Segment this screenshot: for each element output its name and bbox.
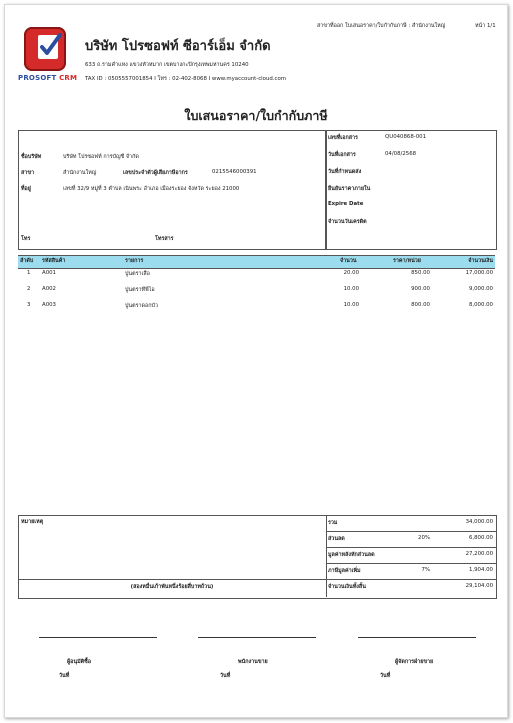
row-no: 2 [27, 286, 31, 292]
customer-name: บริษัท โปรซอฟท์ การบัญชี จำกัด [63, 154, 139, 160]
grand-total-value: 29,104.00 [465, 583, 493, 589]
sales-manager-date-label: วันที่ [380, 673, 391, 679]
customer-taxid: 0215546000391 [212, 169, 257, 175]
company-logo [18, 27, 80, 85]
doc-date-label: วันที่เอกสาร [328, 152, 356, 158]
discount-label: ส่วนลด [328, 536, 345, 542]
logo-badge [24, 27, 66, 71]
doc-date: 04/08/2568 [385, 151, 417, 157]
col-header-price: ราคา/หน่วย [393, 258, 421, 264]
row-no: 1 [27, 270, 31, 276]
customer-address: เลขที่ 32/9 หมู่ที่ 3 ตำบล เนินพระ อำเภอ เมืองระยอง จังหวัด ระยอง 21000 [63, 186, 240, 192]
grand-total-label: จำนวนเงินทั้งสิ้น [328, 584, 366, 590]
amount-in-words: (สองหมื่นเก้าพันหนึ่งร้อยสี่บาทถ้วน) [130, 584, 214, 590]
summary-line [326, 563, 496, 564]
doc-number-label: เลขที่เอกสาร [328, 135, 358, 141]
confirm-price-label: ยืนยันราคาภายใน [328, 186, 371, 192]
after-discount-value: 27,200.00 [465, 551, 493, 557]
document-page [4, 4, 508, 718]
row-code: A002 [42, 286, 56, 292]
vat-percent: 7% [421, 567, 430, 573]
approver-date-label: วันที่ [59, 673, 70, 679]
discount-value: 6,800.00 [468, 535, 493, 541]
customer-phone-label: โทร [21, 236, 31, 242]
checkmark-icon [38, 33, 62, 63]
customer-name-label: ชื่อบริษัท [21, 154, 42, 160]
summary-line [326, 547, 496, 548]
row-amount: 17,000.00 [465, 270, 493, 276]
row-price: 800.00 [411, 302, 430, 308]
row-price: 900.00 [411, 286, 430, 292]
logo-wordmark: PROSOFT CRM [18, 74, 78, 82]
branch-note: สาขาที่ออก ใบเสนอราคา/ใบกำกับภาษี : สำนักงานใหญ่ [317, 23, 446, 29]
row-desc: ปูนตราเสือ [125, 271, 150, 277]
customer-branch-label: สาขา [21, 170, 35, 176]
col-header-code: รหัสสินค้า [42, 258, 66, 264]
vat-value: 1,904.00 [468, 567, 493, 573]
table-header [18, 255, 495, 269]
row-price: 850.00 [411, 270, 430, 276]
customer-branch: สำนักงานใหญ่ [63, 170, 97, 176]
col-header-qty: จำนวน [340, 258, 357, 264]
company-address: 633 ถ.รามคำแหง แขวงหัวหมาก เขตบางกะปิกรุงเทพมหานคร 10240 [85, 62, 249, 68]
after-discount-label: มูลค่าหลังหักส่วนลด [328, 552, 375, 558]
signature-line [198, 637, 316, 638]
summary-line [326, 531, 496, 532]
delivery-date-label: วันที่กำหนดส่ง [328, 169, 362, 175]
row-desc: ปูนตราทีพีไอ [125, 287, 155, 293]
customer-address-label: ที่อยู่ [21, 186, 31, 192]
row-qty: 10.00 [343, 286, 359, 292]
discount-percent: 20% [418, 535, 430, 541]
total-label: รวม [328, 520, 338, 526]
row-qty: 20.00 [343, 270, 359, 276]
total-value: 34,000.00 [465, 519, 493, 525]
row-no: 3 [27, 302, 31, 308]
company-contact: TAX ID : 0505557001854 I โทร : 02-402-8068 I www.myaccount-cloud.com [85, 76, 287, 82]
col-header-desc: รายการ [125, 258, 144, 264]
company-name: บริษัท โปรซอฟท์ ซีอาร์เอ็ม จำกัด [85, 39, 271, 54]
summary-divider [326, 515, 327, 597]
customer-taxid-label: เลขประจำตัวผู้เสียภาษีอากร [123, 170, 188, 176]
expire-date-label: Expire Date [328, 201, 364, 207]
signature-line [358, 637, 476, 638]
document-title: ใบเสนอราคา/ใบกำกับภาษี [184, 108, 328, 123]
sales-manager-label: ผู้จัดการฝ่ายขาย [395, 659, 434, 665]
signature-line [39, 637, 157, 638]
vat-label: ภาษีมูลค่าเพิ่ม [328, 568, 361, 574]
doc-number: QU040868-001 [385, 134, 427, 140]
credit-days-label: จำนวนวันเครดิต [328, 219, 367, 225]
row-qty: 10.00 [343, 302, 359, 308]
approver-label: ผู้อนุมัติซื้อ [67, 659, 92, 665]
customer-fax-label: โทรสาร [155, 236, 174, 242]
salesperson-label: พนักงานขาย [238, 659, 268, 665]
col-header-no: ลำดับ [20, 258, 34, 264]
col-header-amount: จำนวนเงิน [468, 258, 493, 264]
row-code: A003 [42, 302, 56, 308]
page-number: หน้า 1/1 [475, 23, 496, 29]
salesperson-date-label: วันที่ [220, 673, 231, 679]
row-desc: ปูนตราดอกบัว [125, 303, 158, 309]
row-amount: 8,000.00 [468, 302, 493, 308]
row-amount: 9,000.00 [468, 286, 493, 292]
row-code: A001 [42, 270, 56, 276]
remark-label: หมายเหตุ [21, 519, 44, 525]
summary-line [18, 579, 496, 580]
